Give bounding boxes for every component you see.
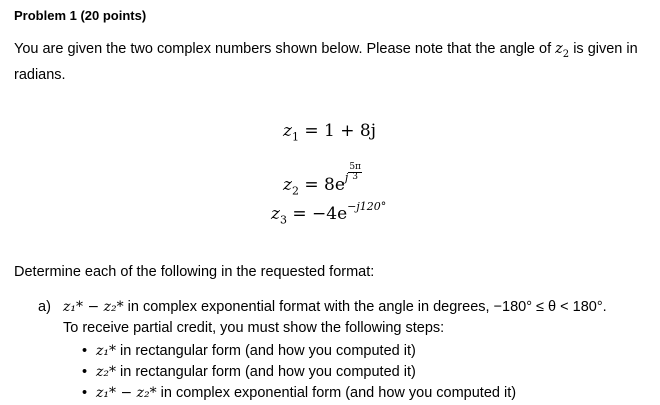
- bullet-icon: •: [82, 385, 88, 401]
- list-item: • z₁* in rectangular form (and how you computed it): [82, 343, 416, 359]
- bullet-icon: •: [82, 343, 88, 359]
- problem-title: Problem 1 (20 points): [14, 8, 147, 23]
- intro-z: $z_2$: [555, 41, 570, 60]
- list-item: • z₂* in rectangular form (and how you computed it): [82, 364, 416, 380]
- part-a-line1: z₁* − z₂* in complex exponential format with the angle in degrees, −180° ≤ θ < 180°.: [63, 299, 607, 315]
- intro-text-2: is given in radians.: [14, 41, 638, 83]
- determine-heading: Determine each of the following in the requested format:: [14, 264, 375, 280]
- equation-z2: $z_2 = 8e^j$ $\frac{5\pi}{3}$: [283, 162, 361, 198]
- bullet-icon: •: [82, 364, 88, 380]
- equation-z1: $z_1 = 1 + 8j$: [283, 121, 376, 144]
- part-a-expression: z₁* − z₂*: [63, 299, 124, 315]
- equation-z3: $z_3 = -4e^{-j120^\circ}$: [271, 200, 387, 227]
- intro-text-1: You are given the two complex numbers shown below. Please note that the angle of: [14, 41, 556, 57]
- list-item: • z₁* − z₂* in complex exponential form (and how you computed it): [82, 385, 517, 401]
- part-a-line2: To receive partial credit, you must show the following steps:: [63, 320, 445, 336]
- problem-intro: [14, 39, 649, 86]
- exponent-fraction: $\frac{5\pi}{3}$: [349, 162, 361, 182]
- part-a-label: a): [38, 299, 51, 315]
